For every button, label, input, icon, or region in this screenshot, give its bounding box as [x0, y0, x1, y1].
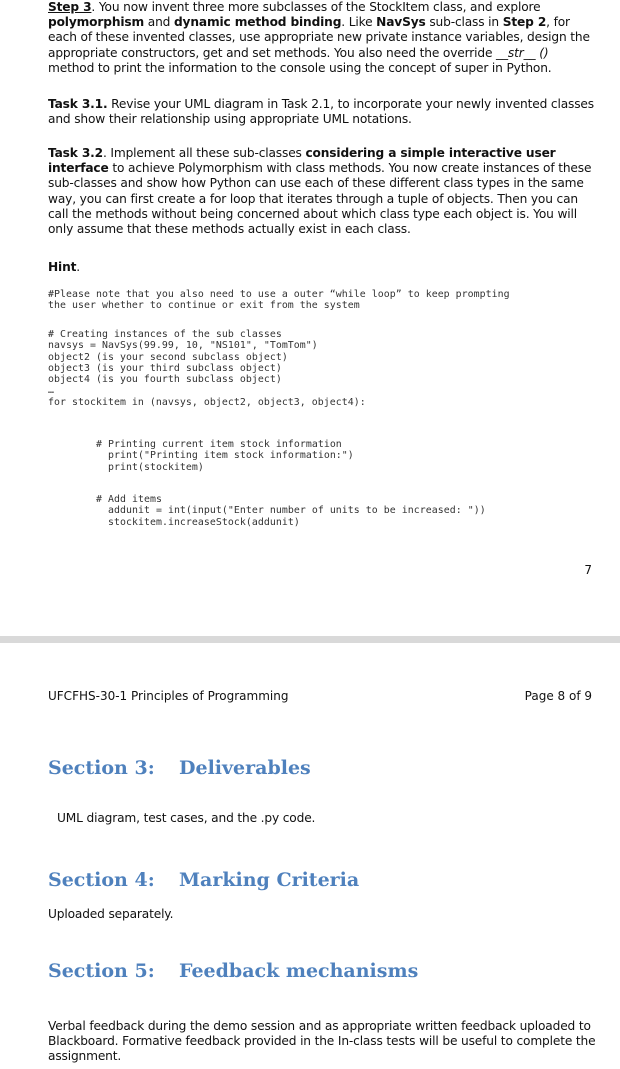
step3-paragraph [48, 0, 596, 76]
hint-heading [48, 260, 596, 275]
task32-text: . Implement all these sub-classes [102, 146, 306, 160]
section-number: Section 3: [48, 757, 155, 779]
hint-label: Hint [48, 260, 77, 274]
step3-text: . You now invent three more subclasses of the StockItem class, and explore [91, 0, 541, 14]
section-5-heading [48, 960, 418, 982]
course-header: UFCFHS-30-1 Principles of Programming [48, 689, 289, 703]
task31-paragraph [48, 97, 596, 127]
step3-italic-str: __str__ () [496, 45, 549, 60]
code-instances-and-loop: # Creating instances of the sub classes navsys = NavSys(99.99, 10, "NS101", "TomTom") object2 (is your second subclass object) object3 (is your third subclass object) object4 (is you fourth subclass object) … for stockitem in (navsys, object2, object3, object4): [48, 329, 366, 408]
step3-text: , for each of these invented classes, use appropriate new private instance variables, design the appropriate constructors, get and set methods. You also need the override [48, 15, 590, 60]
step3-bold-dynamic-binding: dynamic method binding [173, 15, 342, 30]
step3-bold-navsys: NavSys [376, 15, 426, 30]
step3-text: method to print the information to the console using the concept of super in Python. [48, 60, 552, 75]
step3-text: . Like [341, 15, 377, 30]
step3-bold-step2: Step 2 [502, 15, 547, 30]
hint-dot: . [76, 260, 81, 274]
section-4-heading [48, 869, 359, 891]
task32-text: to achieve Polymorphism with class methods. You now create instances of these sub-classes and show how Python can use each of these different class types in the same way, you can first create a for loop that iterates through a tuple of objects. Then you can call the methods without being concerned about which class type each object is. You will only assume that these methods actually exist in each class. [48, 161, 592, 237]
task31-text: Revise your UML diagram in Task 2.1, to incorporate your newly invented classes and show their relationship using appropriate UML notations. [48, 97, 594, 127]
step3-bold-polymorphism: polymorphism [48, 15, 145, 30]
section-5-body: Verbal feedback during the demo session and as appropriate written feedback uploaded to Blackboard. Formative feedback provided in the In-class tests will be useful to complete the assignment. [48, 1019, 596, 1064]
section-3-heading [48, 757, 311, 779]
page-indicator: Page 8 of 9 [524, 689, 592, 703]
section-title: Deliverables [179, 757, 311, 779]
section-title: Feedback mechanisms [179, 960, 419, 982]
code-print-block: # Printing current item stock information print("Printing item stock information:") print(stockitem) [96, 439, 354, 473]
section-title: Marking Criteria [179, 869, 360, 891]
task32-bold-interface: considering a simple interactive user interface [48, 146, 556, 176]
page-number: 7 [584, 563, 592, 577]
code-comment-while-loop: #Please note that you also need to use a outer “while loop” to keep prompting the user whether to continue or exit from the system [48, 289, 510, 312]
step3-text: sub-class in [425, 15, 503, 30]
code-add-items-block: # Add items addunit = int(input("Enter number of units to be increased: ")) stockitem.increaseStock(addunit) [96, 494, 486, 528]
task31-label: Task 3.1. [48, 97, 108, 111]
page-separator [0, 636, 620, 643]
task32-label: Task 3.2 [48, 146, 103, 160]
step3-text: and [144, 15, 174, 30]
section-number: Section 5: [48, 960, 155, 982]
section-4-body: Uploaded separately. [48, 907, 174, 921]
section-number: Section 4: [48, 869, 155, 891]
step3-label: Step 3 [48, 0, 92, 14]
task32-paragraph [48, 146, 596, 237]
section-3-body: UML diagram, test cases, and the .py code. [57, 811, 316, 825]
